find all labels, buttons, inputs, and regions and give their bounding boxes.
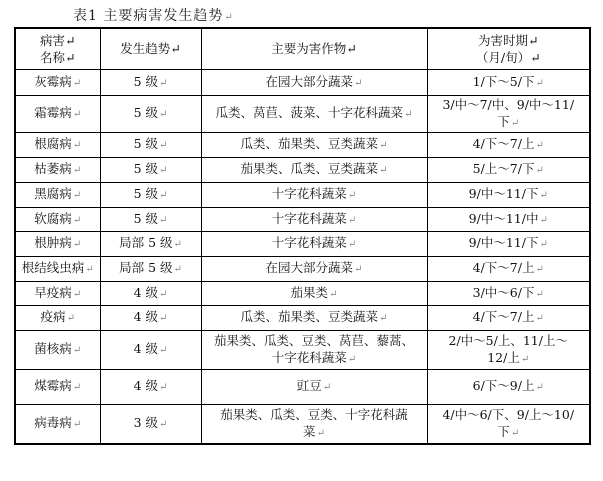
- trend-cell: 5 级↵: [100, 132, 201, 157]
- table-row: [15, 281, 590, 305]
- crops-cell: 茄果类↵: [201, 281, 427, 305]
- disease-name-cell: 霜霉病↵: [15, 95, 100, 132]
- period-line: 6/下～9/上: [472, 378, 535, 393]
- crop-line: 瓜类、莴苣、菠菜、十字花科蔬菜: [215, 105, 404, 120]
- trend-cell: 4 级↵: [100, 330, 201, 369]
- period-cell: 4/下～7/上↵: [427, 256, 590, 281]
- period-line: 9/中～11/中: [468, 210, 539, 226]
- table-body: [15, 69, 590, 444]
- crop-line: 菜: [303, 423, 316, 439]
- period-line: 9/中～11/下: [468, 235, 539, 250]
- trend-cell: 局部 5 级↵: [100, 231, 201, 256]
- crops-cell: 瓜类、茄果类、豆类蔬菜↵: [201, 132, 427, 157]
- crops-cell: 在园大部分蔬菜↵: [201, 256, 427, 281]
- trend-cell: 5 级↵: [100, 157, 201, 182]
- crop-line: 瓜类、茄果类、豆类蔬菜: [240, 309, 379, 324]
- trend-cell: 4 级↵: [100, 305, 201, 330]
- disease-name-cell: 疫病↵: [15, 305, 100, 330]
- crops-cell: 茄果类、瓜类、豆类蔬菜↵: [201, 157, 427, 182]
- crops-cell: 在园大部分蔬菜↵: [201, 69, 427, 95]
- period-cell: 5/上～7/下↵: [427, 157, 590, 182]
- period-line: 4/下～7/上: [472, 136, 535, 151]
- period-cell: 4/下～7/上↵: [427, 132, 590, 157]
- table-caption: 表1 主要病害发生趋势↵: [73, 8, 233, 24]
- table-row: [15, 404, 590, 444]
- crops-cell: 十字花科蔬菜↵: [201, 182, 427, 207]
- crop-line: 十字花科蔬菜: [271, 186, 347, 201]
- period-cell: 9/中～11/下↵: [427, 231, 590, 256]
- table-row: [15, 231, 590, 256]
- trend-cell: 5 级↵: [100, 69, 201, 95]
- period-cell: 1/下～5/下↵: [427, 69, 590, 95]
- crop-line: 瓜类、茄果类、豆类蔬菜: [240, 136, 379, 151]
- table-row: [15, 69, 590, 95]
- period-line: 下: [497, 113, 510, 129]
- period-cell: 9/中～11/中↵: [427, 207, 590, 231]
- disease-name-cell: 枯萎病↵: [15, 157, 100, 182]
- table-row: [15, 182, 590, 207]
- header-disease-name: 病害↵ 名称↵: [15, 28, 100, 69]
- header-trend: 发生趋势↵: [100, 28, 201, 69]
- period-line: 2/中～5/上、11/上～: [448, 332, 568, 348]
- period-cell: 9/中～11/下↵: [427, 182, 590, 207]
- crop-line: 在园大部分蔬菜: [265, 73, 354, 89]
- period-cell: 3/中～6/下↵: [427, 281, 590, 305]
- period-line: 4/下～7/上: [472, 309, 535, 324]
- trend-cell: 4 级↵: [100, 369, 201, 404]
- table-row: [15, 369, 590, 404]
- crop-line: 豇豆: [296, 378, 322, 393]
- disease-name-cell: 软腐病↵: [15, 207, 100, 231]
- header-crops: 主要为害作物↵: [201, 28, 427, 69]
- disease-table: [14, 27, 591, 445]
- trend-cell: 5 级↵: [100, 182, 201, 207]
- disease-name-cell: 灰霉病↵: [15, 69, 100, 95]
- period-line: 5/上～7/下: [472, 161, 535, 176]
- crops-cell: 茄果类、瓜类、豆类、莴苣、藜蒿、 十字花科蔬菜↵: [201, 330, 427, 369]
- crop-line: 十字花科蔬菜: [271, 349, 347, 365]
- period-line: 4/中～6/下、9/上～10/: [442, 406, 575, 422]
- disease-name-cell: 菌核病↵: [15, 330, 100, 369]
- table-row: [15, 95, 590, 132]
- period-line: 12/上: [487, 349, 520, 365]
- header-row: [15, 28, 590, 69]
- table-row: [15, 207, 590, 231]
- disease-name-cell: 根腐病↵: [15, 132, 100, 157]
- period-cell: 4/下～7/上↵: [427, 305, 590, 330]
- period-line: 4/下～7/上: [472, 260, 535, 275]
- crops-cell: 瓜类、莴苣、菠菜、十字花科蔬菜↵: [201, 95, 427, 132]
- period-line: 下: [497, 423, 510, 439]
- trend-cell: 5 级↵: [100, 207, 201, 231]
- table-header: [15, 28, 590, 69]
- period-cell: 6/下～9/上↵: [427, 369, 590, 404]
- table-row: [15, 330, 590, 369]
- period-cell: 4/中～6/下、9/上～10/ 下↵: [427, 404, 590, 444]
- disease-name-cell: 病毒病↵: [15, 404, 100, 444]
- crops-cell: 豇豆↵: [201, 369, 427, 404]
- disease-name-cell: 早疫病↵: [15, 281, 100, 305]
- trend-cell: 5 级↵: [100, 95, 201, 132]
- disease-name-cell: 根结线虫病↵: [15, 256, 100, 281]
- period-line: 1/下～5/下: [472, 73, 535, 89]
- period-cell: 2/中～5/上、11/上～ 12/上↵: [427, 330, 590, 369]
- header-period: 为害时期↵ （月/旬）↵: [427, 28, 590, 69]
- crop-line: 茄果类、瓜类、豆类、莴苣、藜蒿、: [213, 332, 414, 348]
- table-row: [15, 132, 590, 157]
- table-row: [15, 305, 590, 330]
- crop-line: 茄果类、瓜类、豆类、十字花科蔬: [220, 406, 408, 422]
- crops-cell: 十字花科蔬菜↵: [201, 231, 427, 256]
- crop-line: 茄果类: [290, 284, 329, 300]
- disease-name-cell: 根肿病↵: [15, 231, 100, 256]
- crop-line: 茄果类、瓜类、豆类蔬菜: [240, 161, 379, 176]
- disease-name-cell: 黑腐病↵: [15, 182, 100, 207]
- trend-cell: 局部 5 级↵: [100, 256, 201, 281]
- period-line: 3/中～7/中、9/中～11/: [442, 96, 575, 112]
- crop-line: 在园大部分蔬菜: [265, 260, 354, 275]
- table-row: [15, 256, 590, 281]
- crops-cell: 瓜类、茄果类、豆类蔬菜↵: [201, 305, 427, 330]
- period-line: 9/中～11/下: [468, 186, 539, 201]
- crops-cell: 茄果类、瓜类、豆类、十字花科蔬 菜↵: [201, 404, 427, 444]
- trend-cell: 3 级↵: [100, 404, 201, 444]
- disease-name-cell: 煤霉病↵: [15, 369, 100, 404]
- crop-line: 十字花科蔬菜: [271, 210, 347, 226]
- crop-line: 十字花科蔬菜: [271, 235, 347, 250]
- crops-cell: 十字花科蔬菜↵: [201, 207, 427, 231]
- period-line: 3/中～6/下: [472, 284, 535, 300]
- trend-cell: 4 级↵: [100, 281, 201, 305]
- period-cell: 3/中～7/中、9/中～11/ 下↵: [427, 95, 590, 132]
- table-row: [15, 157, 590, 182]
